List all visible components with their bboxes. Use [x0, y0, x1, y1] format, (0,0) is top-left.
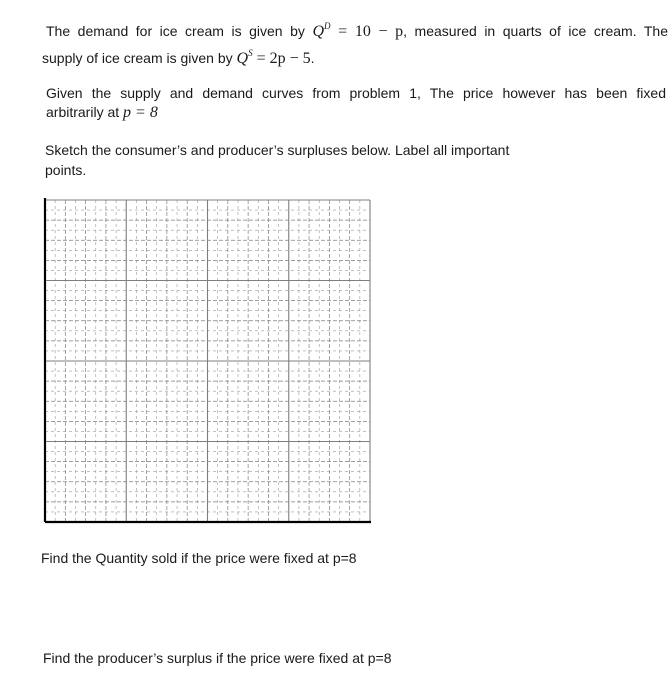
supply-equation: $Q^S = 2p - 5$ [236, 48, 311, 67]
question-producer-surplus: Find the producer’s surplus if the price were fixed at p=8 [43, 650, 392, 666]
problem-statement [42, 21, 669, 69]
instruction-paragraph: Sketch the consumer’s and producer’s surpluses below. Label all important points. [45, 142, 510, 178]
question-quantity-sold: Find the Quantity sold if the price were fixed at p=8 [41, 550, 357, 566]
context-paragraph: Given the supply and demand curves from problem 1, The price however has been fixed arbitrarily at p = 8 [46, 85, 666, 121]
demand-equation: $Q^D = 10 - p$ [312, 21, 404, 40]
demand-line: The demand for ice cream is given by $Q^D = 10 - p$, measured in quarts of ice cream. The [46, 21, 669, 40]
price-equation: p = 8 [123, 104, 158, 121]
graph-paper-grid[interactable] [40, 195, 376, 527]
supply-line: supply of ice cream is given by $Q^S = 2p - 5$. [42, 48, 315, 67]
